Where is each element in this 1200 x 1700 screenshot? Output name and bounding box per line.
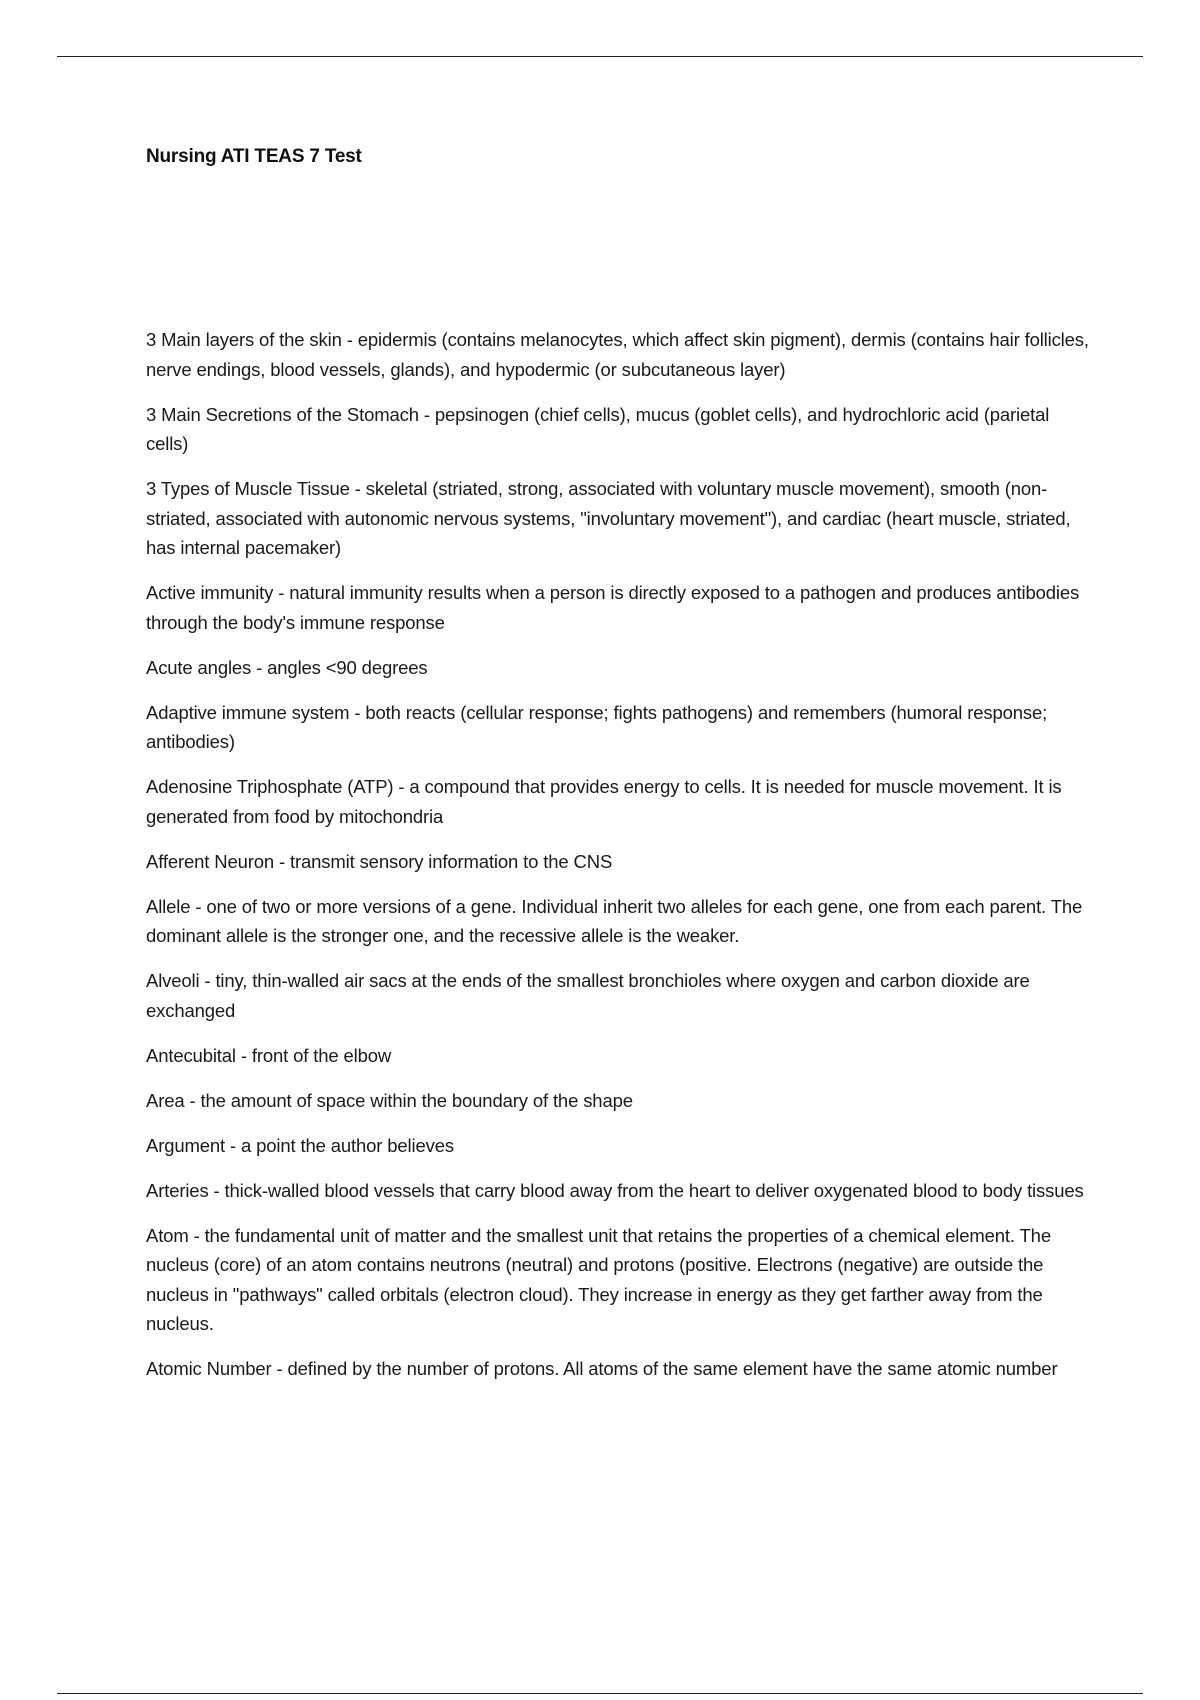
header-rule <box>57 56 1143 57</box>
glossary-entry: Arteries - thick-walled blood vessels that carry blood away from the heart to deliver oxygenated blood to body tissues <box>146 1179 1084 1201</box>
glossary-entry: Alveoli - tiny, thin-walled air sacs at the ends of the smallest bronchioles where oxygen and carbon dioxide are exchanged <box>146 970 1030 1021</box>
glossary-entry: 3 Types of Muscle Tissue - skeletal (striated, strong, associated with voluntary muscle movement), smooth (non-striated, associated with autonomic nervous systems, "involuntary movement"), and cardiac (heart muscle, striated, has internal pacemaker) <box>146 478 1071 558</box>
footer-rule <box>57 1693 1143 1694</box>
glossary-entry: Adenosine Triphosphate (ATP) - a compound that provides energy to cells. It is needed for muscle movement. It is generated from food by mitochondria <box>146 776 1062 827</box>
glossary-entry: Allele - one of two or more versions of a gene. Individual inherit two alleles for each gene, one from each parent. The dominant allele is the stronger one, and the recessive allele is the weaker. <box>146 895 1083 946</box>
glossary-entry: Adaptive immune system - both reacts (cellular response; fights pathogens) and remembers (humoral response; antibodies) <box>146 701 1048 752</box>
glossary-entry: Acute angles - angles <90 degrees <box>146 656 428 678</box>
glossary-entry: Area - the amount of space within the boundary of the shape <box>146 1089 633 1111</box>
glossary-entry: 3 Main layers of the skin - epidermis (contains melanocytes, which affect skin pigment), dermis (contains hair follicles, nerve endings, blood vessels, glands), and hypodermic (or subcutaneous layer) <box>146 329 1089 380</box>
glossary-entry: Argument - a point the author believes <box>146 1134 454 1156</box>
glossary-entry: Atom - the fundamental unit of matter and the smallest unit that retains the properties of a chemical element. The nucleus (core) of an atom contains neutrons (neutral) and protons (positive. Electrons (negative) are outside the nucleus in "pathways" called orbitals (electron cloud). They increase in energy as they get farther away from the nucleus. <box>146 1224 1051 1334</box>
glossary-entry: Atomic Number - defined by the number of protons. All atoms of the same element have the same atomic number <box>146 1358 1058 1379</box>
glossary-entry: Active immunity - natural immunity results when a person is directly exposed to a pathogen and produces antibodies through the body's immune response <box>146 582 1080 633</box>
glossary-entry: 3 Main Secretions of the Stomach - pepsinogen (chief cells), mucus (goblet cells), and hydrochloric acid (parietal cells) <box>146 403 1050 454</box>
glossary-list <box>146 325 1096 1399</box>
glossary-entry: Antecubital - front of the elbow <box>146 1044 392 1066</box>
document-title: Nursing ATI TEAS 7 Test <box>146 146 362 167</box>
glossary-entry: Afferent Neuron - transmit sensory information to the CNS <box>146 850 613 872</box>
